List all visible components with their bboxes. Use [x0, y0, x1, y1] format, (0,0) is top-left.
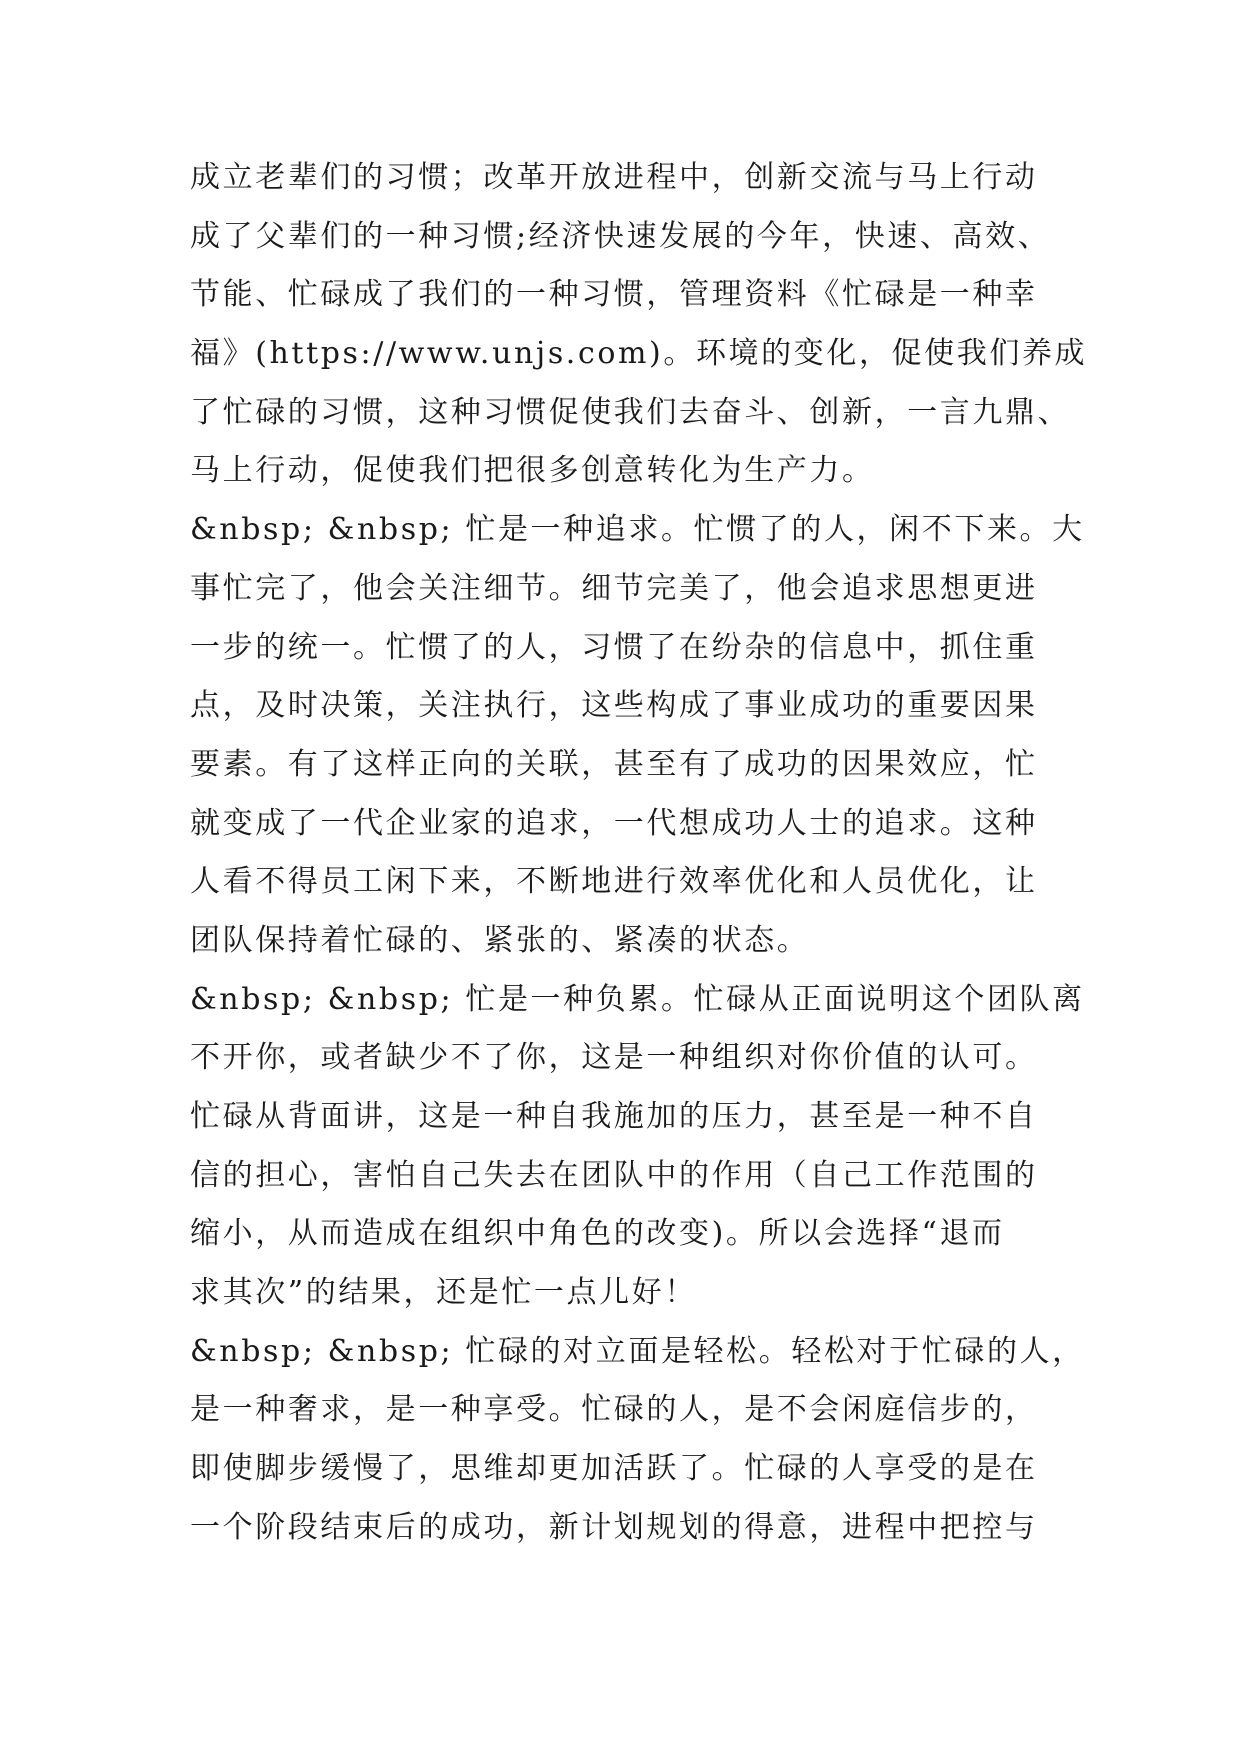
text-line: 成了父辈们的一种习惯;经济快速发展的今年，快速、高效、	[190, 218, 1051, 254]
text-line: 成立老辈们的习惯；改革开放进程中，创新交流与马上行动	[190, 160, 1038, 195]
text-line: 马上行动，促使我们把很多创意转化为生产力。	[190, 453, 875, 489]
text-line: 一个阶段结束后的成功，新计划规划的得意，进程中把控与	[190, 1509, 1038, 1545]
text-line: 节能、忙碌成了我们的一种习惯，管理资料《忙碌是一种幸	[190, 277, 1038, 313]
document-body	[190, 158, 1088, 1567]
text-line: 人看不得员工闲下来，不断地进行效率优化和人员优化，让	[190, 864, 1038, 900]
paragraph-4	[190, 1332, 1085, 1567]
text-line: 不开你，或者缺少不了你，这是一种组织对你价值的认可。	[190, 1040, 1038, 1076]
text-line: 信的担心，害怕自己失去在团队中的作用（自己工作范围的	[190, 1157, 1038, 1193]
text-line: 求其次”的结果，还是忙一点儿好！	[190, 1275, 697, 1311]
text-line: 了忙碌的习惯，这种习惯促使我们去奋斗、创新，一言九鼎、	[190, 394, 1071, 430]
text-line: 事忙完了，他会关注细节。细节完美了，他会追求思想更进	[190, 570, 1038, 606]
text-line: 缩小，从而造成在组织中角色的改变)。所以会选择“退而	[190, 1216, 1005, 1252]
paragraph-2	[190, 510, 1085, 980]
text-line: &nbsp; &nbsp; 忙是一种负累。忙碌从正面说明这个团队离	[190, 981, 1085, 1017]
text-line: 点，及时决策，关注执行，这些构成了事业成功的重要因果	[190, 688, 1038, 724]
text-line: 要素。有了这样正向的关联，甚至有了成功的因果效应，忙	[190, 746, 1038, 782]
paragraph-3	[190, 980, 1085, 1332]
text-line: 是一种奢求，是一种享受。忙碌的人，是不会闲庭信步的，	[190, 1392, 1038, 1428]
paragraph-1	[190, 158, 1088, 510]
text-line: &nbsp; &nbsp; 忙是一种追求。忙惯了的人，闲不下来。大	[190, 512, 1085, 548]
text-line: 即使脚步缓慢了，思维却更加活跃了。忙碌的人享受的是在	[190, 1451, 1038, 1487]
text-line: 一步的统一。忙惯了的人，习惯了在纷杂的信息中，抓住重	[190, 629, 1038, 665]
text-line: 团队保持着忙碌的、紧张的、紧凑的状态。	[190, 922, 810, 958]
text-line: 福》(https://www.unjs.com)。环境的变化，促使我们养成	[190, 336, 1088, 372]
text-line: 就变成了一代企业家的追求，一代想成功人士的追求。这种	[190, 805, 1038, 841]
text-line: 忙碌从背面讲，这是一种自我施加的压力，甚至是一种不自	[190, 1099, 1038, 1134]
text-line: &nbsp; &nbsp; 忙碌的对立面是轻松。轻松对于忙碌的人，	[190, 1333, 1085, 1369]
